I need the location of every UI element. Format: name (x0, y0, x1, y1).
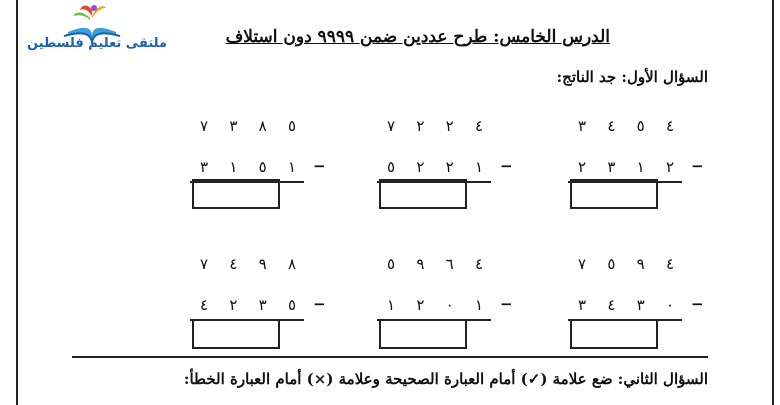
minuend: ٧ ٣ ٨ ٥ (200, 117, 296, 135)
minus-sign: − (500, 295, 513, 313)
subtrahend: ٥ ٢ ٢ ١ (387, 158, 483, 176)
minus-sign: − (691, 295, 704, 313)
minus-sign: − (500, 157, 513, 175)
subtraction-problem-6 (200, 255, 340, 365)
subtrahend: ١ ٢ ٠ ١ (387, 296, 483, 314)
answer-box[interactable] (570, 179, 658, 209)
logo-icon (38, 2, 146, 60)
answer-box[interactable] (192, 319, 280, 349)
minuend: ٣ ٤ ٥ ٤ (578, 117, 674, 135)
subtraction-problem-1 (578, 117, 718, 227)
subtraction-problem-3 (200, 117, 340, 227)
minuend: ٥ ٩ ٦ ٤ (387, 255, 483, 273)
minus-sign: − (313, 295, 326, 313)
minuend: ٧ ٥ ٩ ٤ (578, 255, 674, 273)
minuend: ٧ ٢ ٢ ٤ (387, 117, 483, 135)
subtrahend: ٢ ٣ ١ ٢ (578, 158, 674, 176)
page-border-right (772, 0, 774, 405)
subtraction-problem-2 (387, 117, 527, 227)
subtrahend: ٣ ١ ٥ ١ (200, 158, 296, 176)
page-title: الدرس الخامس: طرح عددين ضمن ٩٩٩٩ دون استلاف (225, 27, 610, 47)
answer-box[interactable] (192, 179, 280, 209)
subtrahend: ٣ ٤ ٣ ٠ (578, 296, 674, 314)
answer-box[interactable] (379, 179, 467, 209)
subtraction-problem-4 (578, 255, 718, 365)
question-1-heading: السؤال الأول: جد الناتج: (556, 68, 708, 86)
page-border-left (16, 0, 18, 405)
answer-box[interactable] (570, 319, 658, 349)
question-2-heading: السؤال الثاني: ضع علامة (✓) أمام العبارة الصحيحة وعلامة (×) أمام العبارة الخطأ: (183, 370, 708, 388)
section-divider (72, 356, 708, 358)
minuend: ٧ ٤ ٩ ٨ (200, 255, 296, 273)
subtrahend: ٤ ٢ ٣ ٥ (200, 296, 296, 314)
minus-sign: − (313, 157, 326, 175)
logo-text: ملتقى تعليم فلسطين (27, 36, 167, 51)
answer-box[interactable] (379, 319, 467, 349)
minus-sign: − (691, 157, 704, 175)
subtraction-problem-5 (387, 255, 527, 365)
